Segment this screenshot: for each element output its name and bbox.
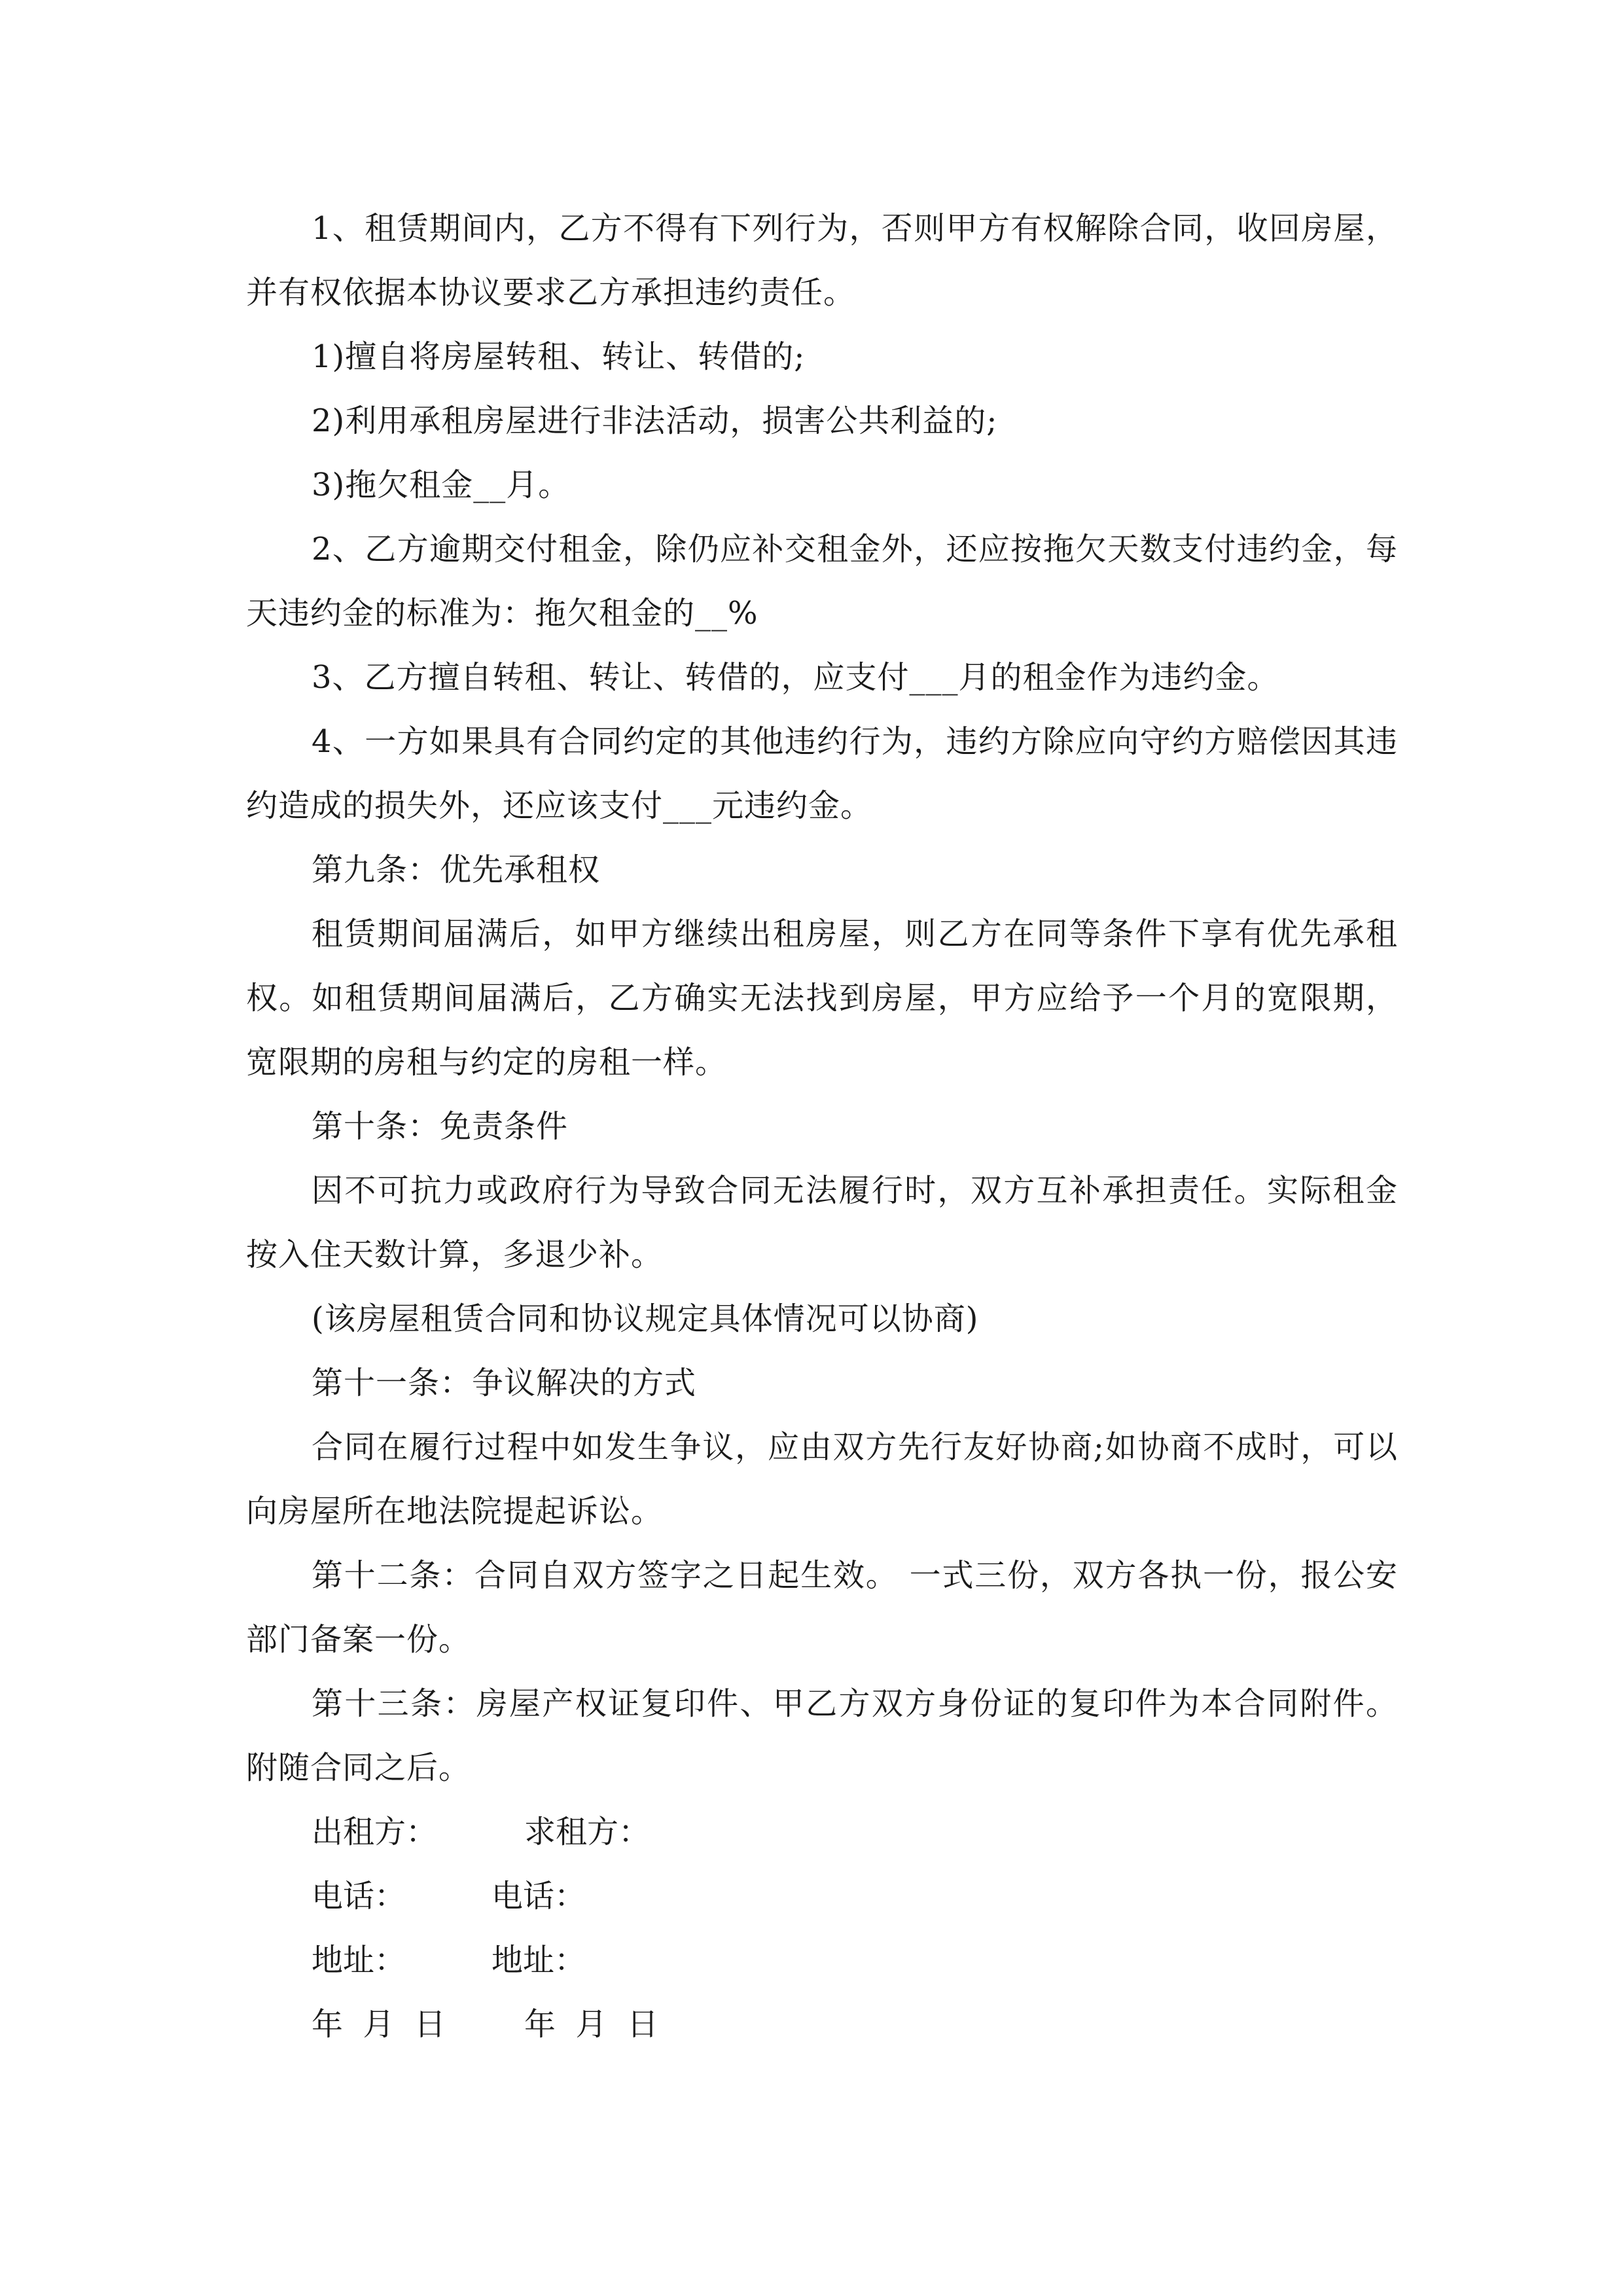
document-body xyxy=(246,196,1398,2056)
landlord-address-label: 地址： xyxy=(312,1942,406,1979)
paragraph: 1)擅自将房屋转租、转让、转借的; xyxy=(312,338,806,375)
section-heading: 第十一条：争议解决的方式 xyxy=(312,1365,697,1401)
tenant-date: 年 月 日 xyxy=(524,2006,659,2043)
section-heading: 第九条：优先承租权 xyxy=(312,852,601,888)
landlord-phone-label: 电话： xyxy=(312,1878,406,1914)
paragraph: 租赁期间届满后，如甲方继续出租房屋，则乙方在同等条件下享有优先承租权。如租赁期间届满后，乙方确实无法找到房屋，甲方应给予一个月的宽限期，宽限期的房租与约定的房租一样。 xyxy=(246,916,1398,1081)
landlord-date: 年 月 日 xyxy=(312,2006,446,2043)
signature-date-row xyxy=(246,1992,1398,2056)
landlord-label: 出租方： xyxy=(312,1814,438,1850)
paragraph: 3、乙方擅自转租、转让、转借的，应支付___月的租金作为违约金。 xyxy=(312,659,1279,696)
paragraph-note: (该房屋租赁合同和协议规定具体情况可以协商) xyxy=(312,1300,979,1337)
tenant-phone-label: 电话： xyxy=(491,1878,586,1914)
paragraph: 3)拖欠租金__月。 xyxy=(312,467,571,503)
signature-parties-row xyxy=(246,1800,1398,1864)
signature-address-row xyxy=(246,1928,1398,1992)
signature-phone-row xyxy=(246,1864,1398,1928)
tenant-address-label: 地址： xyxy=(491,1942,586,1979)
paragraph: 合同在履行过程中如发生争议，应由双方先行友好协商;如协商不成时，可以向房屋所在地法院提起诉讼。 xyxy=(246,1429,1398,1530)
paragraph: 2)利用承租房屋进行非法活动，损害公共利益的; xyxy=(312,403,998,439)
paragraph: 第十二条：合同自双方签字之日起生效。 一式三份，双方各执一份，报公安部门备案一份。 xyxy=(246,1557,1398,1658)
paragraph: 1、租赁期间内，乙方不得有下列行为，否则甲方有权解除合同，收回房屋，并有权依据本协议要求乙方承担违约责任。 xyxy=(246,210,1398,311)
paragraph: 因不可抗力或政府行为导致合同无法履行时，双方互补承担责任。实际租金按入住天数计算，多退少补。 xyxy=(246,1172,1398,1273)
paragraph: 4、一方如果具有合同约定的其他违约行为，违约方除应向守约方赔偿因其违约造成的损失外，还应该支付___元违约金。 xyxy=(246,723,1398,824)
tenant-label: 求租方： xyxy=(524,1814,651,1850)
paragraph: 第十三条：房屋产权证复印件、甲乙方双方身份证的复印件为本合同附件。附随合同之后。 xyxy=(246,1685,1398,1786)
section-heading: 第十条：免责条件 xyxy=(312,1108,569,1145)
paragraph: 2、乙方逾期交付租金，除仍应补交租金外，还应按拖欠天数支付违约金，每天违约金的标准为：拖欠租金的__% xyxy=(246,531,1398,632)
